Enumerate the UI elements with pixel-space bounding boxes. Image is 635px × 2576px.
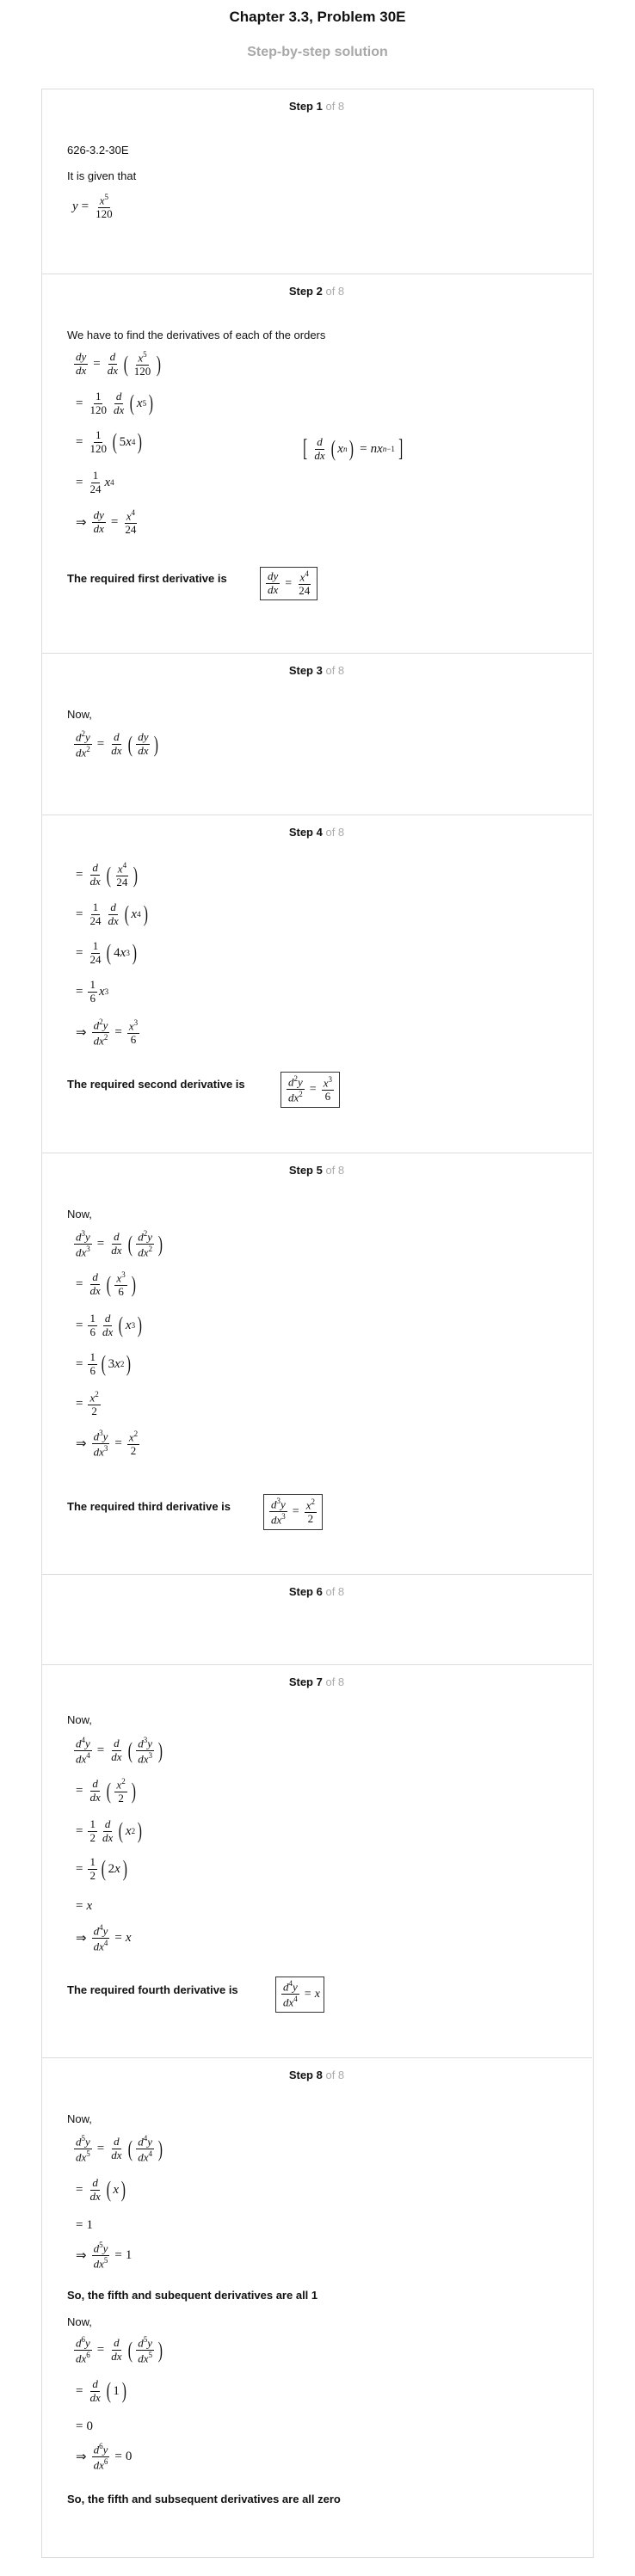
math-expression: = $\frac{1}{2}$ ( 2 x ) [76,1855,127,1882]
math-expression: ⇒ $\frac{d^4y}{dx^4}$ = x [76,1923,132,1953]
math-expression: = $\frac{d}{dx}$ ( $\frac{x^4}{24}$ ) [76,861,139,889]
math-expression: = 1 [76,2218,93,2232]
boxed-answer: $\frac{d^2y}{dx^2}$ = $\frac{x^3}{6}$ [281,1072,340,1108]
step-2 [41,274,592,654]
math-expression: $\frac{d^4y}{dx^4}$ = $\frac{d}{dx}$ ( $\frac{d^3y}{dx^3}$ ) [76,1736,163,1766]
step-5 [41,1153,592,1575]
step-3 [41,653,592,815]
step-1 [41,89,592,274]
step-text: Now, [67,2112,92,2125]
step-7 [41,1664,592,2058]
math-expression: ⇒ $\frac{dy}{dx}$ = $\frac{x^4}{24}$ [76,508,137,537]
math-expression: = 0 [76,2419,93,2433]
math-expression: = $\frac{1}{6}$ ( 3 x 2 ) [76,1350,132,1377]
step-8 [41,2057,592,2557]
math-expression: = x [76,1899,93,1913]
step-text: Now, [67,1713,92,1726]
step-conclusion: The required first derivative is [67,572,227,585]
step-header: Step 3 of 8 [288,664,345,677]
math-expression: $\frac{d^3y}{dx^3}$ = $\frac{d}{dx}$ ( $\frac{d^2y}{dx^2}$ ) [76,1229,163,1259]
math-expression: $\frac{dy}{dx}$ = $\frac{d}{dx}$ ( $\frac{x^5}{120}$ ) [76,350,162,378]
step-conclusion: So, the fifth and subsequent derivatives are all zero [67,2493,341,2505]
math-expression: = $\frac{1}{120}$ $\frac{d}{dx}$ ( x 5 ) [76,390,154,416]
math-expression: $\frac{d^6y}{dx^6}$ = $\frac{d}{dx}$ ( $\frac{d^5y}{dx^5}$ ) [76,2335,163,2365]
math-expression: = $\frac{1}{24}$ ( 4 x 3 ) [76,939,137,966]
step-header: Step 2 of 8 [288,285,345,298]
math-expression: = $\frac{x^2}{2}$ [76,1390,99,1418]
math-expression: = $\frac{1}{2}$ $\frac{d}{dx}$ ( x 2 ) [76,1817,143,1844]
math-expression: = $\frac{1}{6}$ x 3 [76,978,109,1005]
math-expression: ⇒ $\frac{d^2y}{dx^2}$ = $\frac{x^3}{6}$ [76,1017,139,1048]
math-expression: = $\frac{d}{dx}$ ( $\frac{x^2}{2}$ ) [76,1777,136,1805]
step-header: Step 8 of 8 [288,2069,345,2081]
math-expression: = $\frac{1}{24}$ $\frac{d}{dx}$ ( x 4 ) [76,901,148,927]
math-expression: ⇒ $\frac{d^6y}{dx^6}$ = 0 [76,2442,133,2472]
step-header: Step 7 of 8 [288,1675,345,1688]
page-title: Chapter 3.3, Problem 30E [229,9,406,25]
step-header: Step 5 of 8 [288,1164,345,1177]
math-expression: $\frac{d^2y}{dx^2}$ = $\frac{d}{dx}$ ( $\frac{dy}{dx}$ ) [76,729,159,759]
step-text: Now, [67,2315,92,2328]
step-text: Now, [67,708,92,721]
step-header: Step 4 of 8 [288,826,345,839]
boxed-answer: $\frac{dy}{dx}$ = $\frac{x^4}{24}$ [260,567,318,600]
step-header: Step 1 of 8 [288,100,345,113]
step-conclusion: The required second derivative is [67,1078,245,1091]
math-expression: = $\frac{d}{dx}$ ( x ) [76,2176,126,2203]
math-expression: = $\frac{d}{dx}$ ( 1 ) [76,2377,126,2404]
power-rule: [ $\frac{d}{dx}$ ( x n ) = nx n−1 ] [303,435,404,463]
boxed-answer: $\frac{d^3y}{dx^3}$ = $\frac{x^2}{2}$ [263,1494,323,1530]
step-conclusion: So, the fifth and subequent derivatives are all 1 [67,2289,318,2302]
step-conclusion: The required fourth derivative is [67,1983,238,1996]
problem-code: 626-3.2-30E [67,144,129,157]
step-conclusion: The required third derivative is [67,1500,231,1513]
step-text: Now, [67,1208,92,1220]
math-expression: $\frac{d^5y}{dx^5}$ = $\frac{d}{dx}$ ( $\frac{d^4y}{dx^4}$ ) [76,2134,163,2164]
step-6 [41,1574,592,1665]
page-subtitle: Step-by-step solution [247,45,388,59]
math-expression: y = $\frac{x^5}{120}$ [72,193,113,221]
math-expression: = $\frac{1}{120}$ ( 5 x 4 ) [76,428,143,455]
math-expression: ⇒ $\frac{d^3y}{dx^3}$ = $\frac{x^2}{2}$ [76,1429,139,1459]
boxed-answer: $\frac{d^4y}{dx^4}$ = x [275,1977,324,2013]
step-text: It is given that [67,169,137,182]
step-text: We have to find the derivatives of each of the orders [67,329,326,341]
math-expression: = $\frac{1}{24}$ x 4 [76,469,114,495]
step-4 [41,815,592,1153]
math-expression: = $\frac{1}{6}$ $\frac{d}{dx}$ ( x 3 ) [76,1312,143,1338]
math-expression: = $\frac{d}{dx}$ ( $\frac{x^3}{6}$ ) [76,1270,136,1299]
math-expression: ⇒ $\frac{d^5y}{dx^5}$ = 1 [76,2241,133,2271]
step-header: Step 6 of 8 [288,1585,345,1598]
